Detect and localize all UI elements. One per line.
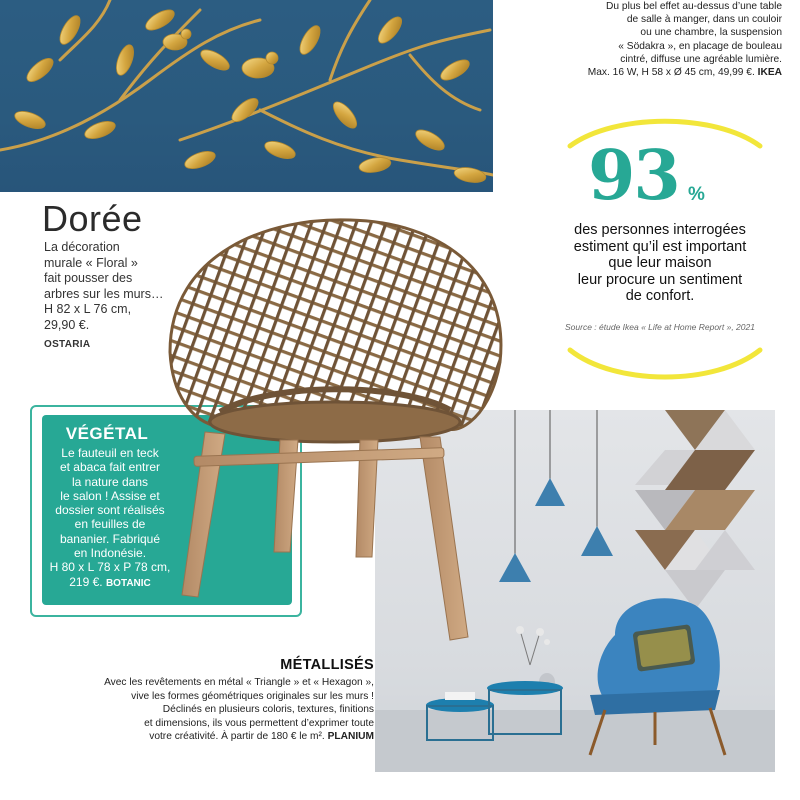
stat-percent: % [688,184,705,205]
floral-wall-decor-photo [0,0,493,192]
gold-branches-illustration [0,0,493,192]
description-line: la nature dans [71,474,149,489]
description-line: H 80 x L 78 x P 78 cm, [49,560,171,575]
stat-number: 93 [588,136,679,216]
description-line: murale « Floral » [44,255,138,270]
description-line: H 82 x L 76 cm, [44,302,132,316]
description-line: La décoration [44,240,120,254]
stat-line: leur procure un sentiment [577,271,743,288]
stat-source: Source : étude Ikea « Life at Home Report », 2021 [565,322,755,332]
woven-armchair-illustration [150,212,520,652]
description-line: vive les formes géométriques originales sur les murs ! [131,690,374,702]
metallises-heading: MÉTALLISÉS [280,657,374,673]
brand-name: IKEA [757,67,782,79]
description-line: Déclinés en plusieurs coloris, textures, finitions [162,704,374,715]
brand-name: BOTANIC [105,577,151,589]
suspension-description [520,0,782,79]
description-line: Le fauteuil en teck [61,446,159,460]
triangle-wall-tiles [635,410,755,610]
description-line: 29,90 €. [44,317,90,332]
metallises-description [80,676,374,744]
description-line: fait pousser des [44,271,133,285]
description-line: dossier sont réalisés [55,503,165,518]
stat-text [540,222,780,305]
vegetal-heading: VÉGÉTAL [65,424,149,443]
description-line: « Södakra », en placage de bouleau [618,40,782,52]
description-line: cintré, diffuse une agréable lumière. [620,53,782,65]
doree-heading: Dorée [42,198,143,239]
description-line: et abaca fait entrer [59,460,161,475]
description-line: 219 €. BOTANIC [69,574,151,589]
bird-icon [163,29,278,78]
description-line: Max. 16 W, H 58 x Ø 45 cm, 49,99 €. IKEA [587,67,782,79]
description-line: votre créativité. À partir de 180 € le m². PLANIUM [149,731,374,742]
description-line: le salon ! Assise et [60,488,160,503]
description-line: ou une chambre, la suspension [640,27,782,39]
description-line: bananier. Fabriqué [59,531,161,546]
description-line: de salle à manger, dans un couloir [626,14,782,26]
brand-name: PLANIUM [327,731,374,742]
description-line: Avec les revêtements en métal « Triangle » et « Hexagon », [104,677,374,688]
stat-line: que leur maison [608,255,712,271]
description-line: arbres sur les murs… [44,286,164,301]
description-line: en Indonésie. [73,546,147,561]
description-line: en feuilles de [74,517,146,532]
stat-line: de confort. [625,288,695,304]
brand-name: OSTARIA [44,339,91,350]
description-line: Du plus bel effet au-dessus d’une table [606,1,782,12]
stat-line: estiment qu’il est important [573,238,747,255]
description-line: et dimensions, ils vous permettent d’exprimer toute [144,717,374,729]
stat-line: des personnes interrogées [574,222,746,238]
